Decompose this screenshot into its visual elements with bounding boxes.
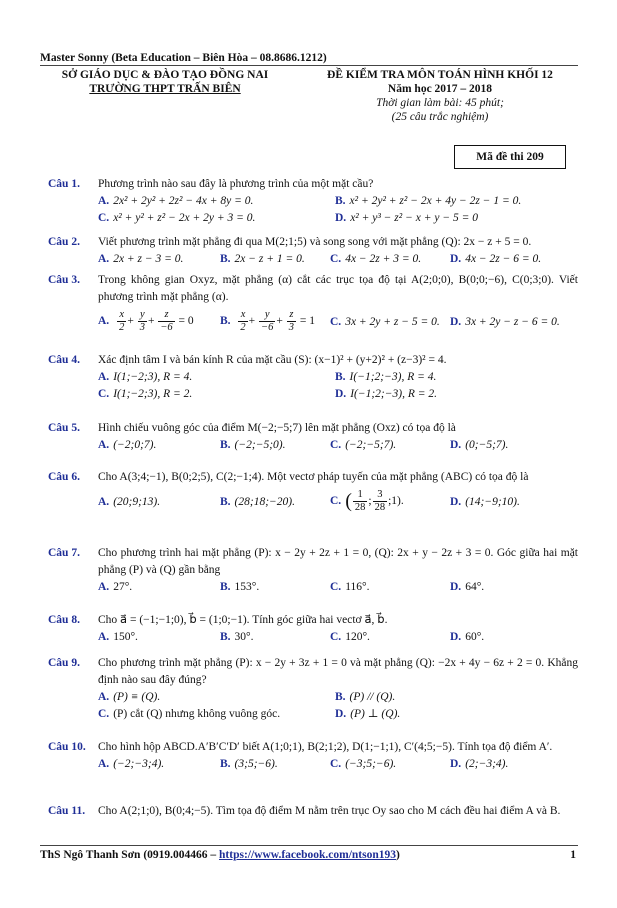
question-number: Câu 2. xyxy=(48,236,80,248)
fraction: $\frac{x}{2}$ xyxy=(119,309,125,333)
option-a[interactable]: A. (20;9;13). xyxy=(98,496,161,508)
option-a[interactable]: A. (P) ≡ (Q). xyxy=(98,691,161,703)
question-stem: Cho A(3;4;−1), B(0;2;5), C(2;−1;4). Một vectơ pháp tuyến của mặt phẳng (ABC) có tọa độ là xyxy=(98,471,529,483)
option-b[interactable]: B. 153°. xyxy=(220,581,260,593)
question-number: Câu 4. xyxy=(48,354,80,366)
option-b[interactable]: B. I(−1;2;−3), R = 4. xyxy=(335,371,437,383)
option-d[interactable]: D. 3x + 2y − z − 6 = 0. xyxy=(450,316,560,328)
author-info: ThS Ngô Thanh Sơn (0919.004466 – xyxy=(40,849,220,861)
option-a[interactable]: A. $\frac{x}{2}$ + $\frac{y}{3}$ + $\frac{z}{-6}$ = 0 xyxy=(98,309,194,333)
option-b[interactable]: B. 30°. xyxy=(220,631,254,643)
department-name: SỞ GIÁO DỤC & ĐÀO TẠO ĐỒNG NAI xyxy=(61,69,269,81)
option-d[interactable]: D. I(−1;2;−3), R = 2. xyxy=(335,388,438,400)
options xyxy=(98,193,578,227)
question-stem: Cho hình hộp ABCD.A′B′C′D′ biết A(1;0;1), B(2;1;2), D(1;−1;1), C′(4;5;−5). Tính tọa độ điểm A′. xyxy=(98,741,553,753)
question-count: (25 câu trắc nghiệm) xyxy=(391,111,489,123)
question-stem: Xác định tâm I và bán kính R của mặt cầu (S): (x−1)² + (y+2)² + (z−3)² = 4. xyxy=(98,354,447,366)
question-stem: Viết phương trình mặt phẳng đi qua M(2;1;5) và song song với mặt phẳng (Q): 2x − z + 5 = 0. xyxy=(98,236,532,248)
question-number: Câu 8. xyxy=(48,614,80,626)
option-b[interactable]: B. (3;5;−6). xyxy=(220,758,278,770)
question-1 xyxy=(48,176,578,227)
option-a[interactable]: A. 150°. xyxy=(98,631,138,643)
question-number: Câu 11. xyxy=(48,805,86,817)
option-c[interactable]: C. (P) cắt (Q) nhưng không vuông góc. xyxy=(98,708,281,720)
option-c[interactable]: C. (−2;−5;7). xyxy=(330,439,397,451)
exam-info-block xyxy=(300,68,580,124)
exam-code-box: Mã đề thi 209 xyxy=(454,145,566,169)
option-b[interactable]: B. (−2;−5;0). xyxy=(220,439,286,451)
options xyxy=(98,251,578,268)
question-2 xyxy=(48,234,578,268)
fraction: $\frac{3}{28}$ xyxy=(374,489,386,513)
fraction: $\frac{y}{-6}$ xyxy=(261,309,274,333)
question-stem: Cho phương trình mặt phẳng (P): x − 2y + 3z + 1 = 0 và mặt phẳng (Q): −2x + 4y − 6z + 2 = 0. Khẳng định nào sau đây đúng? xyxy=(98,657,578,686)
option-a[interactable]: A. I(1;−2;3), R = 4. xyxy=(98,371,193,383)
option-d[interactable]: D. (14;−9;10). xyxy=(450,496,520,508)
facebook-link[interactable]: https://www.facebook.com/ntson193 xyxy=(219,849,397,861)
option-d[interactable]: D. 64°. xyxy=(450,581,485,593)
question-stem: Cho a⃗ = (−1;−1;0), b⃗ = (1;0;−1). Tính góc giữa hai vectơ a⃗, b⃗. xyxy=(98,614,388,626)
option-c[interactable]: C. 120°. xyxy=(330,631,370,643)
fraction: $\frac{z}{-6}$ xyxy=(160,309,173,333)
question-number: Câu 5. xyxy=(48,422,80,434)
fraction: $\frac{1}{28}$ xyxy=(354,489,366,513)
option-d[interactable]: D. (2;−3;4). xyxy=(450,758,509,770)
option-a[interactable]: A. 2x + z − 3 = 0. xyxy=(98,253,184,265)
question-8 xyxy=(48,612,578,646)
fraction: $\frac{z}{3}$ xyxy=(288,309,295,333)
exam-duration: Thời gian làm bài: 45 phút; xyxy=(376,97,504,109)
option-c[interactable]: C. ( $\frac{1}{28}$ ; $\frac{3}{28}$ ;1). xyxy=(330,489,404,513)
option-c[interactable]: C. 4x − 2z + 3 = 0. xyxy=(330,253,422,265)
question-number: Câu 9. xyxy=(48,657,80,669)
question-stem: Phương trình nào sau đây là phương trình của một mặt cầu? xyxy=(98,178,374,190)
option-b[interactable]: B. $\frac{x}{2}$ + $\frac{y}{-6}$ + $\frac{z}{3}$ = 1 xyxy=(220,309,316,333)
question-number: Câu 6. xyxy=(48,471,80,483)
question-stem: Cho phương trình hai mặt phẳng (P): x − 2y + 2z + 1 = 0, (Q): 2x + y − 2z + 3 = 0. Góc giữa hai mặt phẳng (P) và (Q) gần bằng xyxy=(98,547,578,576)
option-b[interactable]: B. (28;18;−20). xyxy=(220,496,296,508)
question-number: Câu 3. xyxy=(48,274,80,286)
question-number: Câu 7. xyxy=(48,547,80,559)
question-3 xyxy=(48,272,578,336)
option-a[interactable]: A. 2x² + 2y² + 2z² − 4x + 8y = 0. xyxy=(98,195,254,207)
options xyxy=(98,369,578,403)
page-footer: ThS Ngô Thanh Sơn (0919.004466 – https://www.facebook.com/ntson193) 1 xyxy=(40,845,578,861)
option-d[interactable]: D. (0;−5;7). xyxy=(450,439,509,451)
option-c[interactable]: C. x² + y² + z² − 2x + 2y + 3 = 0. xyxy=(98,212,256,224)
exam-title: ĐỀ KIỂM TRA MÔN TOÁN HÌNH KHỐI 12 xyxy=(327,69,553,81)
options xyxy=(98,689,578,723)
question-9 xyxy=(48,655,578,723)
option-c[interactable]: C. (−3;5;−6). xyxy=(330,758,397,770)
school-block xyxy=(50,68,280,96)
question-5 xyxy=(48,420,578,454)
options xyxy=(98,306,578,336)
option-d[interactable]: D. (P) ⊥ (Q). xyxy=(335,708,401,720)
fraction: $\frac{y}{3}$ xyxy=(139,309,145,333)
option-d[interactable]: D. 60°. xyxy=(450,631,485,643)
option-b[interactable]: B. 2x − z + 1 = 0. xyxy=(220,253,305,265)
options xyxy=(98,756,578,773)
options xyxy=(98,579,578,596)
option-d[interactable]: D. 4x − 2z − 6 = 0. xyxy=(450,253,542,265)
school-name: TRƯỜNG THPT TRẤN BIÊN xyxy=(89,83,241,95)
question-number: Câu 1. xyxy=(48,178,80,190)
page-number: 1 xyxy=(570,849,576,861)
option-d[interactable]: D. x² + y³ − z² − x + y − 5 = 0 xyxy=(335,212,478,224)
running-header: Master Sonny (Beta Education – Biên Hòa – 08.8686.1212) xyxy=(40,52,578,66)
options xyxy=(98,486,578,516)
question-6 xyxy=(48,469,578,516)
option-a[interactable]: A. 27°. xyxy=(98,581,133,593)
question-4 xyxy=(48,352,578,403)
question-11 xyxy=(48,803,578,820)
options xyxy=(98,437,578,454)
question-7 xyxy=(48,545,578,596)
option-b[interactable]: B. (P) // (Q). xyxy=(335,691,396,703)
school-year: Năm học 2017 – 2018 xyxy=(387,83,493,95)
option-c[interactable]: C. 116°. xyxy=(330,581,370,593)
fraction: $\frac{x}{2}$ xyxy=(240,309,246,333)
option-a[interactable]: A. (−2;−3;4). xyxy=(98,758,165,770)
option-c[interactable]: C. 3x + 2y + z − 5 = 0. xyxy=(330,316,440,328)
option-b[interactable]: B. x² + 2y² + z² − 2x + 4y − 2z − 1 = 0. xyxy=(335,195,522,207)
question-stem: Trong không gian Oxyz, mặt phẳng (α) cắt các trục tọa độ tại A(2;0;0), B(0;0;−6), C(0;3;0). Viết phương trình mặt phẳng (α). xyxy=(98,274,578,303)
option-a[interactable]: A. (−2;0;7). xyxy=(98,439,157,451)
question-stem: Cho A(2;1;0), B(0;4;−5). Tìm tọa độ điểm M nằm trên trục Oy sao cho M cách đều hai điểm A và B. xyxy=(98,805,561,817)
options xyxy=(98,629,578,646)
question-stem: Hình chiếu vuông góc của điểm M(−2;−5;7) lên mặt phẳng (Oxz) có tọa độ là xyxy=(98,422,456,434)
question-number: Câu 10. xyxy=(48,741,86,753)
question-10 xyxy=(48,739,578,773)
option-c[interactable]: C. I(1;−2;3), R = 2. xyxy=(98,388,193,400)
